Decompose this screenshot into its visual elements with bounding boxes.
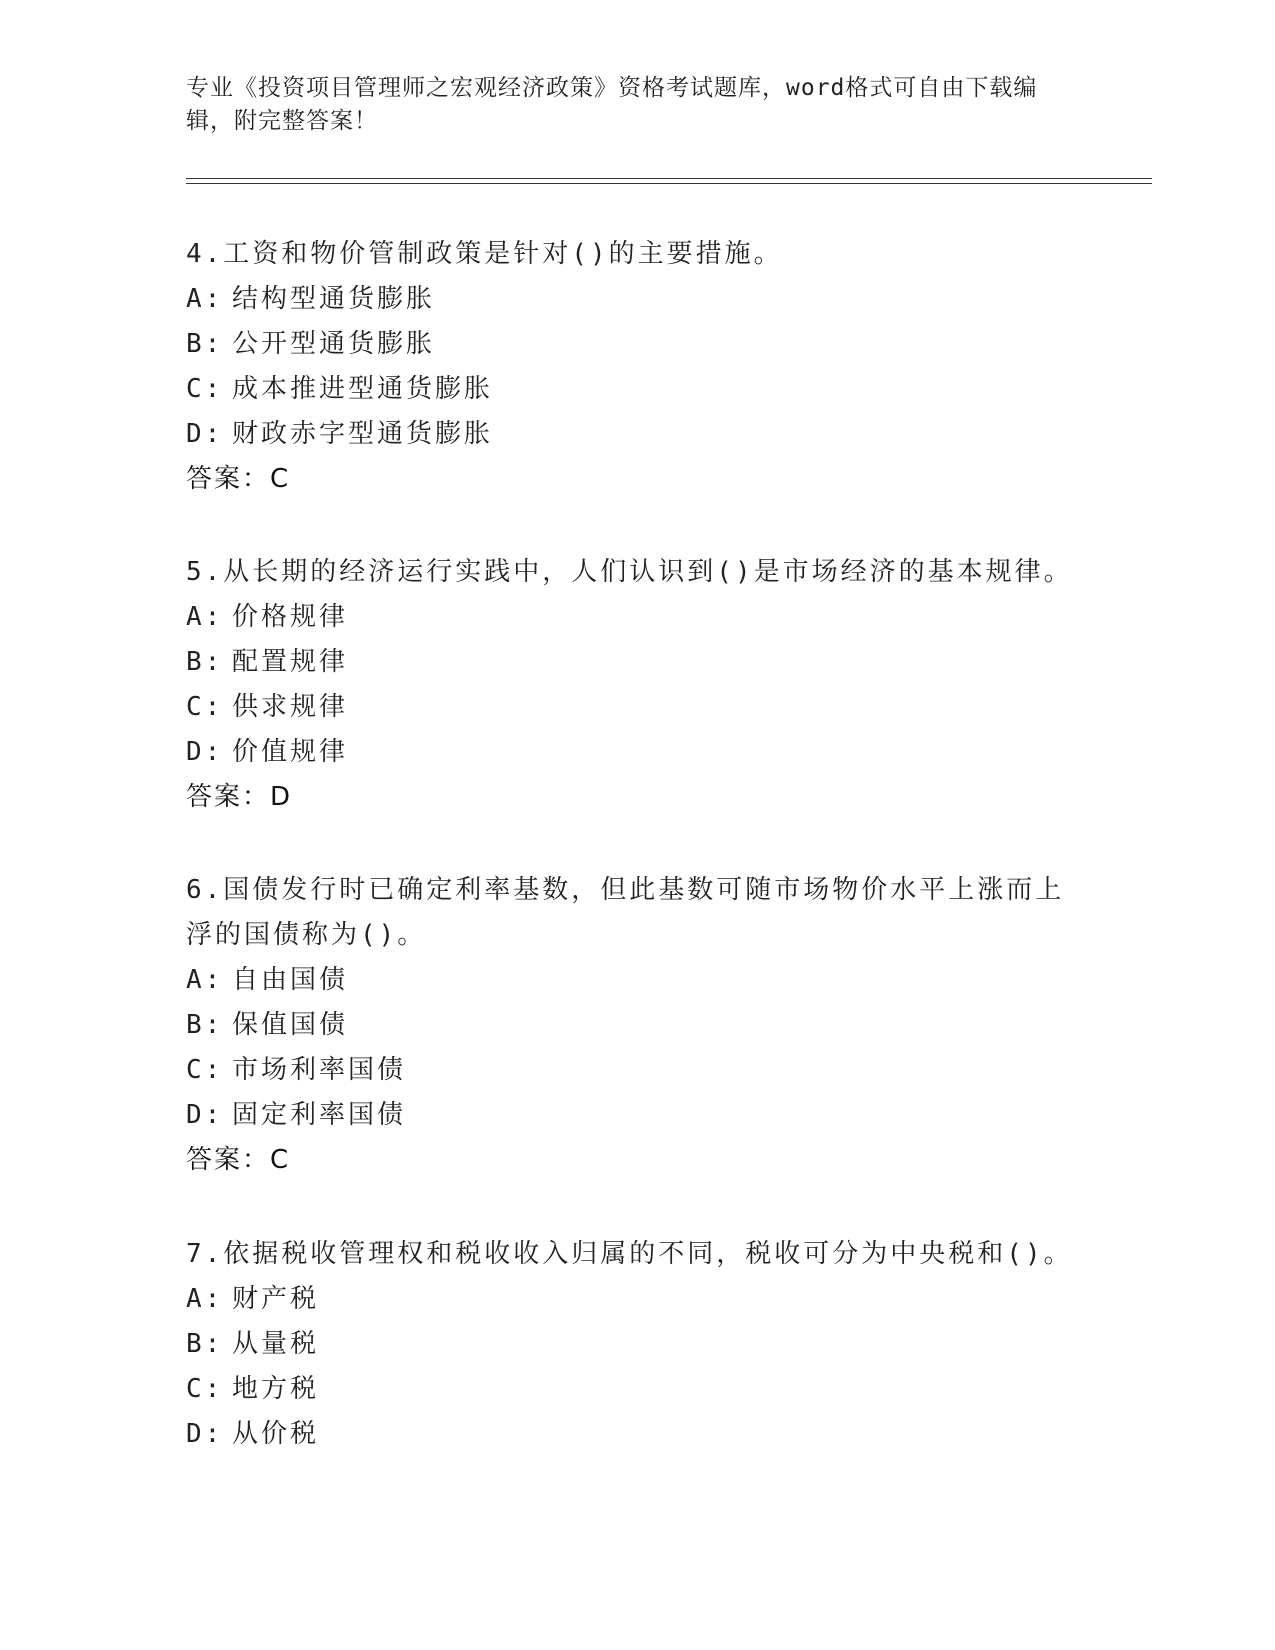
option-text: 固定利率国债 bbox=[232, 1100, 407, 1130]
option-a bbox=[186, 958, 1086, 1003]
question-6 bbox=[186, 868, 1086, 1183]
question-stem: 5.从长期的经济运行实践中，人们认识到()是市场经济的基本规律。 bbox=[186, 557, 1073, 587]
question-5 bbox=[186, 550, 1086, 820]
option-text: 自由国债 bbox=[232, 965, 349, 995]
option-text: 保值国债 bbox=[232, 1010, 349, 1040]
option-b bbox=[186, 322, 1086, 367]
option-letter: D: bbox=[186, 419, 224, 449]
option-b bbox=[186, 1322, 1086, 1367]
header-divider-top bbox=[186, 178, 1152, 179]
option-text: 配置规律 bbox=[232, 647, 349, 677]
option-letter: C: bbox=[186, 1055, 224, 1085]
option-text: 市场利率国债 bbox=[232, 1055, 407, 1085]
option-d bbox=[186, 730, 1086, 775]
question-stem: 6.国债发行时已确定利率基数，但此基数可随市场物价水平上涨而上浮的国债称为()。 bbox=[186, 875, 1065, 950]
header-divider-bottom bbox=[186, 183, 1152, 184]
option-text: 供求规律 bbox=[232, 692, 349, 722]
question-7 bbox=[186, 1232, 1086, 1457]
option-c bbox=[186, 685, 1086, 730]
option-text: 结构型通货膨胀 bbox=[232, 284, 436, 314]
option-letter: B: bbox=[186, 1010, 224, 1040]
option-d bbox=[186, 1412, 1086, 1457]
option-text: 从量税 bbox=[232, 1329, 320, 1359]
option-a bbox=[186, 1277, 1086, 1322]
question-stem: 4.工资和物价管制政策是针对()的主要措施。 bbox=[186, 239, 783, 269]
option-text: 财政赤字型通货膨胀 bbox=[232, 419, 494, 449]
option-letter: B: bbox=[186, 1329, 224, 1359]
option-text: 价格规律 bbox=[232, 602, 349, 632]
option-letter: D: bbox=[186, 1100, 224, 1130]
option-letter: C: bbox=[186, 374, 224, 404]
option-letter: A: bbox=[186, 1284, 224, 1314]
option-letter: A: bbox=[186, 284, 224, 314]
option-letter: B: bbox=[186, 647, 224, 677]
option-letter: D: bbox=[186, 1419, 224, 1449]
option-b bbox=[186, 640, 1086, 685]
option-text: 从价税 bbox=[232, 1419, 320, 1449]
option-c bbox=[186, 1048, 1086, 1093]
option-text: 成本推进型通货膨胀 bbox=[232, 374, 494, 404]
option-text: 地方税 bbox=[232, 1374, 320, 1404]
option-c bbox=[186, 1367, 1086, 1412]
question-stem: 7.依据税收管理权和税收收入归属的不同，税收可分为中央税和()。 bbox=[186, 1239, 1073, 1269]
option-text: 财产税 bbox=[232, 1284, 320, 1314]
answer-line: 答案：C bbox=[186, 1145, 291, 1175]
option-letter: B: bbox=[186, 329, 224, 359]
option-letter: C: bbox=[186, 692, 224, 722]
option-a bbox=[186, 277, 1086, 322]
option-letter: D: bbox=[186, 737, 224, 767]
option-b bbox=[186, 1003, 1086, 1048]
option-text: 价值规律 bbox=[232, 737, 349, 767]
option-d bbox=[186, 412, 1086, 457]
answer-line: 答案：C bbox=[186, 464, 291, 494]
answer-line: 答案：D bbox=[186, 782, 293, 812]
option-letter: A: bbox=[186, 602, 224, 632]
document-header: 专业《投资项目管理师之宏观经济政策》资格考试题库，word格式可自由下载编辑，附完整答案！ bbox=[186, 75, 1038, 134]
option-letter: C: bbox=[186, 1374, 224, 1404]
option-letter: A: bbox=[186, 965, 224, 995]
question-4 bbox=[186, 232, 1086, 502]
option-text: 公开型通货膨胀 bbox=[232, 329, 436, 359]
option-c bbox=[186, 367, 1086, 412]
option-d bbox=[186, 1093, 1086, 1138]
option-a bbox=[186, 595, 1086, 640]
